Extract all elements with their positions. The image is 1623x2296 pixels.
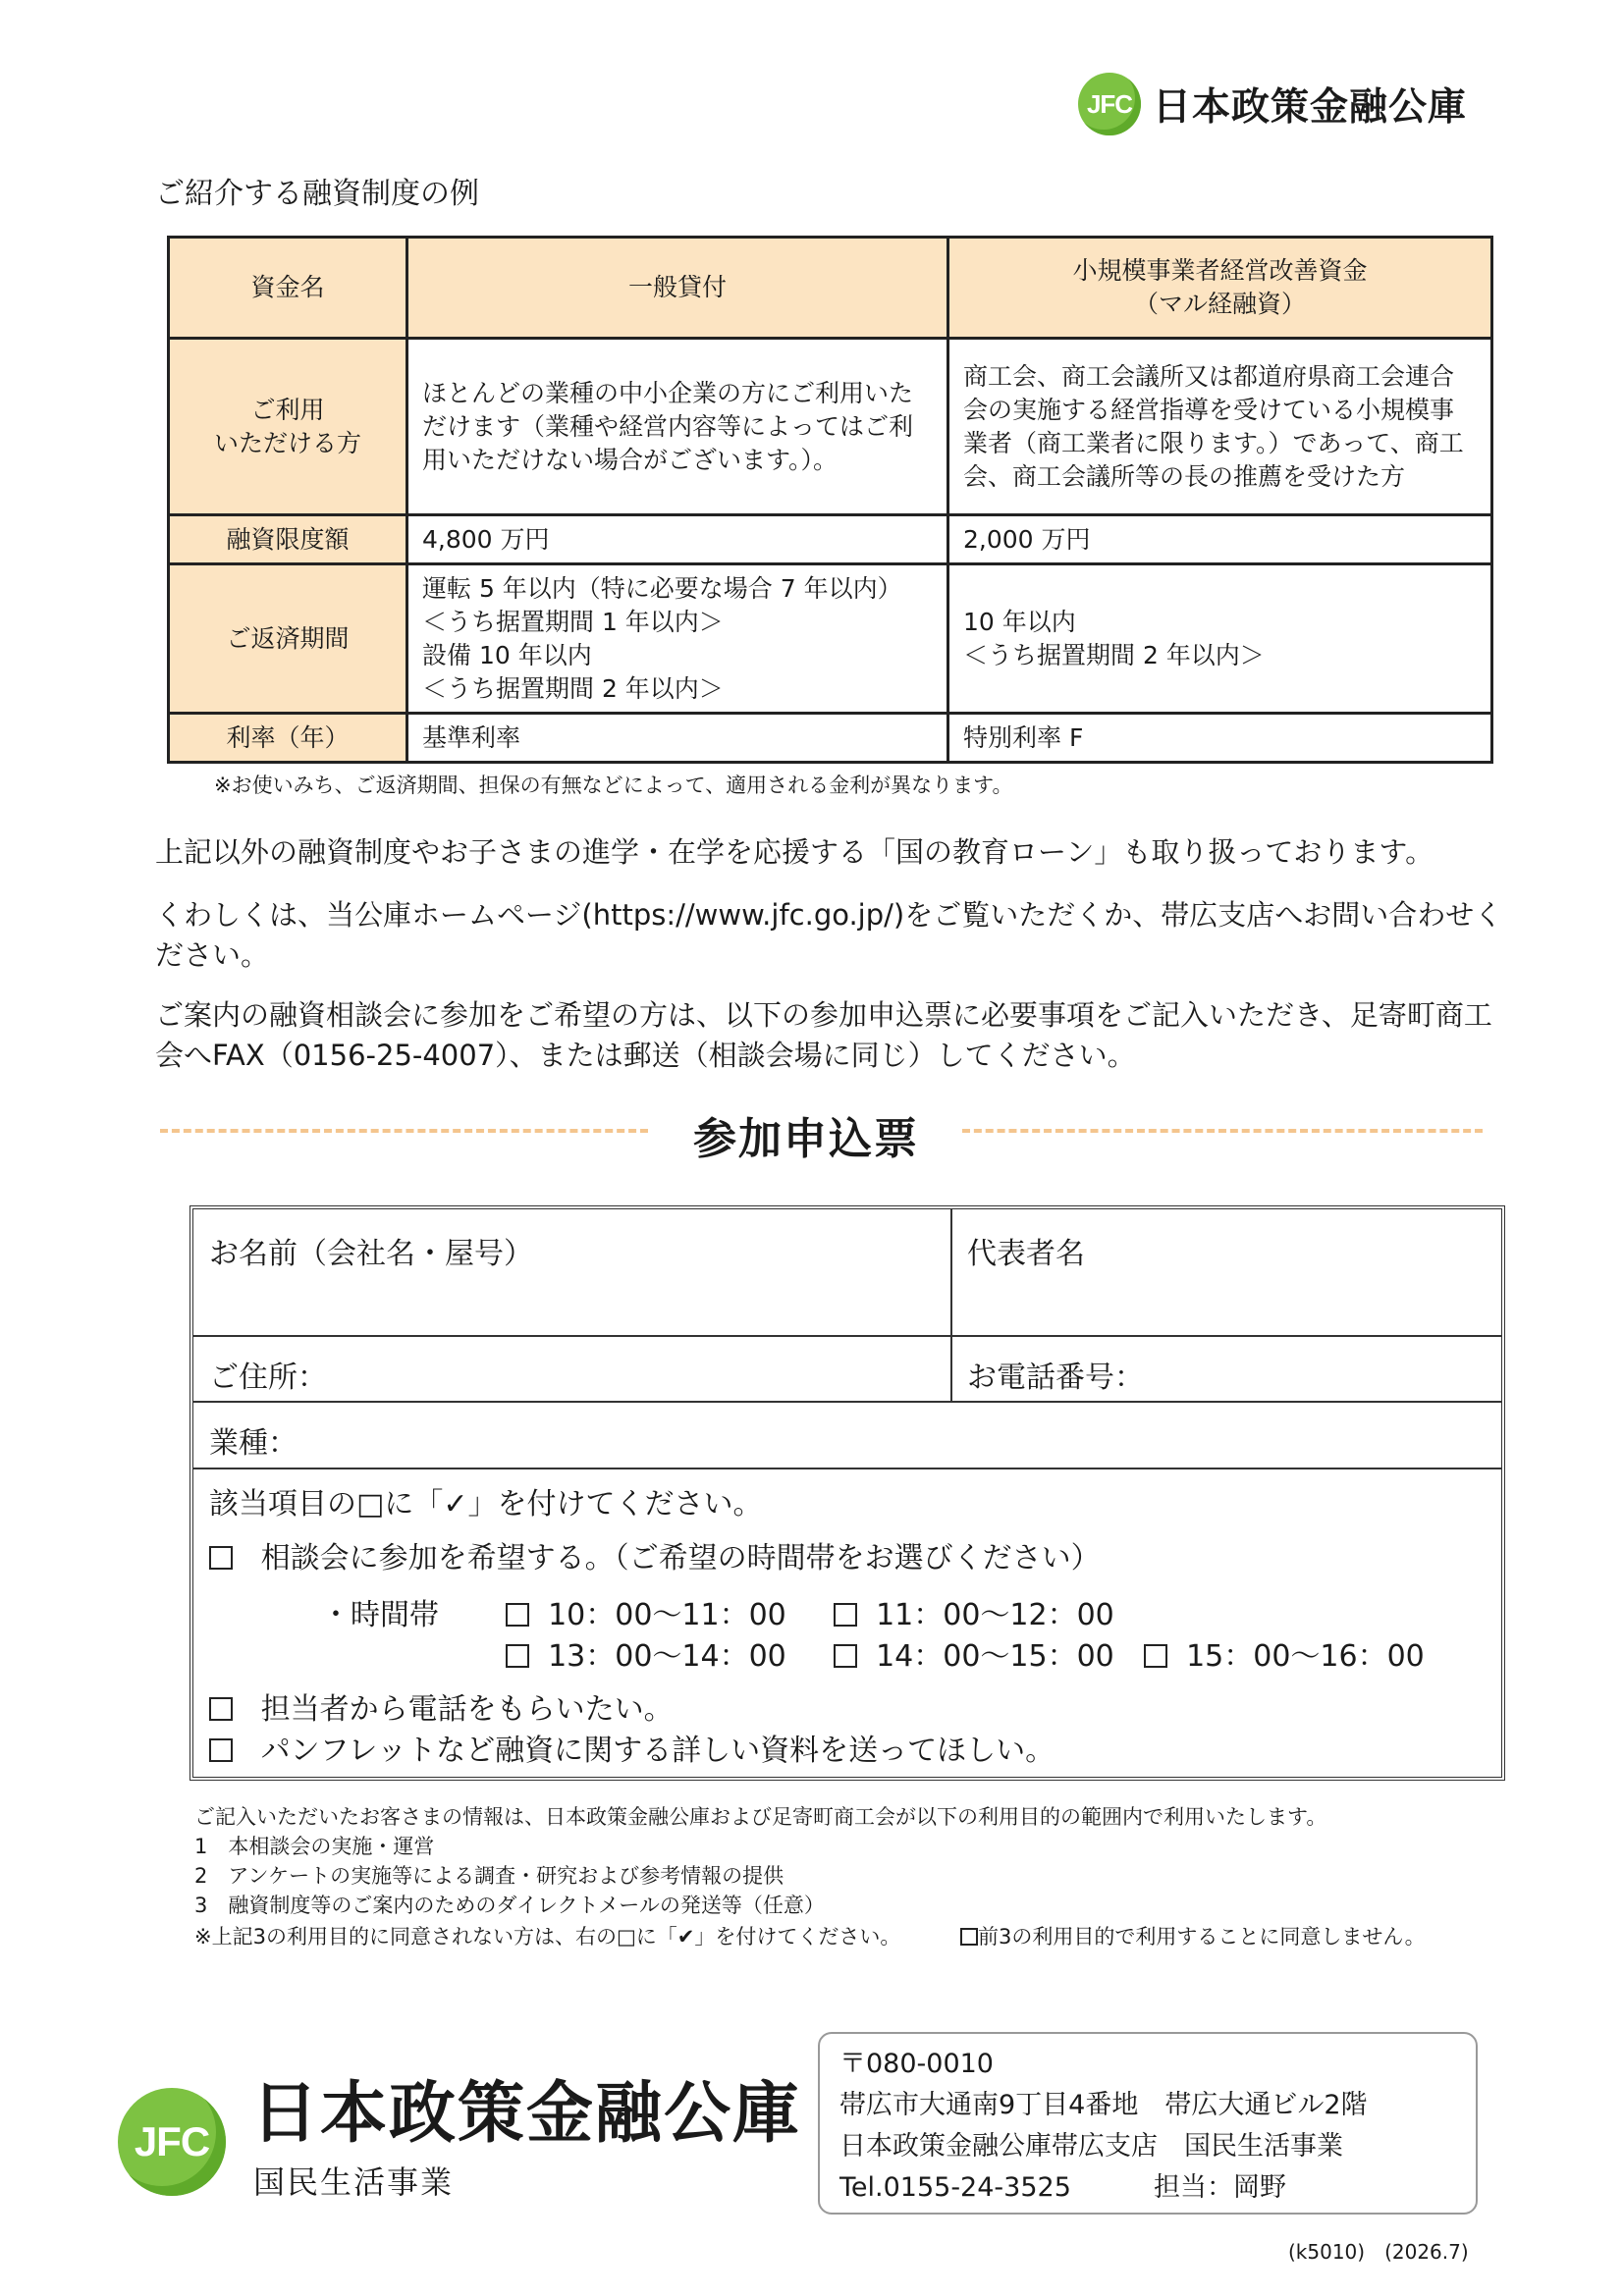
form-title: 参加申込票	[693, 1114, 919, 1164]
footer-logo-name: 日本政策金融公庫	[251, 2075, 802, 2153]
branch-name: 日本政策金融公庫帯広支店 国民生活事業	[839, 2130, 1343, 2162]
time-slot-option[interactable]	[834, 1631, 1114, 1675]
time-slot-option[interactable]	[506, 1631, 786, 1675]
postal-code: 〒080-0010	[839, 2049, 994, 2079]
loan-table-note: ※お使いみち、ご返済期間、担保の有無などによって、適用される金利が異なります。	[214, 774, 1013, 797]
checkbox[interactable]	[1144, 1644, 1167, 1668]
intro-heading: ご紹介する融資制度の例	[155, 177, 479, 211]
check-instruction: 該当項目の□に「✓」を付けてください。	[209, 1487, 763, 1522]
checkbox[interactable]	[834, 1603, 857, 1627]
privacy-item: 1 本相談会の実施・運営	[194, 1835, 435, 1858]
jfc-logo-icon: JFC	[118, 2088, 226, 2196]
representative-label: 代表者名	[967, 1237, 1085, 1271]
option-attend[interactable]	[209, 1533, 1101, 1576]
option-docs-label: パンフレットなど融資に関する詳しい資料を送ってほしい。	[260, 1734, 1055, 1768]
paragraph-education-loan: 上記以外の融資制度やお子さまの進学・在学を応援する「国の教育ローン」も取り扱っております。	[155, 835, 1434, 869]
time-slot-label: 10：00～11：00	[548, 1598, 786, 1632]
time-label: ・時間帯	[321, 1598, 439, 1632]
option-call[interactable]	[209, 1684, 674, 1728]
time-slot-option[interactable]	[506, 1590, 786, 1633]
address-box	[818, 2032, 1478, 2215]
consent-note: ※上記3の利用目的に同意されない方は、右の□に「✔」を付けてください。	[194, 1925, 901, 1949]
table-header: 小規模事業者経営改善資金 （マル経融資）	[948, 238, 1492, 339]
row-label: ご利用 いただける方	[169, 339, 407, 515]
footer-logo-sub: 国民生活事業	[253, 2163, 455, 2201]
table-cell: ほとんどの業種の中小企業の方にご利用いただけます（業種や経営内容等によってはご利用いただけない場合がございます。）。	[407, 339, 948, 515]
option-call-label: 担当者から電話をもらいたい。	[260, 1692, 674, 1727]
table-header: 資金名	[169, 238, 407, 339]
time-slot-option[interactable]	[834, 1590, 1114, 1633]
footer-logo	[118, 2075, 802, 2203]
branch-address: 帯広市大通南9丁目4番地 帯広大通ビル2階	[839, 2089, 1368, 2120]
divider-right	[962, 1129, 1483, 1133]
time-slot-label: 11：00～12：00	[876, 1598, 1114, 1632]
checkbox[interactable]	[209, 1738, 233, 1762]
table-header: 一般貸付	[407, 238, 948, 339]
time-slot-label: 13：00～14：00	[548, 1639, 786, 1674]
logo-name: 日本政策金融公庫	[1153, 85, 1468, 130]
table-cell: 商工会、商工会議所又は都道府県商工会連合会の実施する経営指導を受けている小規模事業者（商工業者に限ります。）であって、商工会、商工会議所等の長の推薦を受けた方	[948, 339, 1492, 515]
row-label: 利率（年）	[169, 714, 407, 763]
phone-label: お電話番号：	[967, 1361, 1144, 1395]
checkbox[interactable]	[834, 1644, 857, 1668]
table-cell: 10 年以内 ＜うち据置期間 2 年以内＞	[948, 564, 1492, 714]
table-cell: 2,000 万円	[948, 515, 1492, 564]
address-label: ご住所：	[209, 1361, 327, 1395]
name-field[interactable]	[209, 1268, 936, 1327]
checkbox[interactable]	[506, 1603, 529, 1627]
table-cell: 基準利率	[407, 714, 948, 763]
time-slot-option[interactable]	[1144, 1631, 1425, 1675]
consent-option[interactable]	[960, 1922, 1426, 1951]
checkbox[interactable]	[209, 1697, 233, 1721]
industry-label: 業種：	[209, 1426, 298, 1461]
time-slot-label: 15：00～16：00	[1186, 1639, 1425, 1674]
option-docs[interactable]	[209, 1726, 1055, 1769]
table-cell: 4,800 万円	[407, 515, 948, 564]
privacy-lead: ご記入いただいたお客さまの情報は、日本政策金融公庫および足寄町商工会が以下の利用目的の範囲内で利用いたします。	[194, 1805, 1327, 1829]
divider-left	[160, 1129, 648, 1133]
document-code: (k5010) (2026.7)	[1288, 2240, 1469, 2264]
representative-field[interactable]	[967, 1268, 1488, 1327]
branch-contact: 担当：岡野	[1154, 2171, 1286, 2203]
checkbox[interactable]	[506, 1644, 529, 1668]
option-attend-label: 相談会に参加を希望する。（ご希望の時間帯をお選びください）	[260, 1541, 1101, 1575]
jfc-logo-icon: JFC	[1078, 73, 1141, 135]
application-form	[189, 1205, 1505, 1781]
privacy-item: 3 融資制度等のご案内のためのダイレクトメールの発送等（任意）	[194, 1894, 825, 1917]
row-label: 融資限度額	[169, 515, 407, 564]
paragraph-homepage: くわしくは、当公庫ホームページ(https://www.jfc.go.jp/)をご覧いただくか、帯広支店へお問い合わせください。	[155, 898, 1503, 972]
privacy-item: 2 アンケートの実施等による調査・研究および参考情報の提供	[194, 1864, 784, 1888]
header-logo	[1078, 73, 1467, 135]
consent-option-label: 前3の利用目的で利用することに同意しません。	[978, 1925, 1426, 1949]
paragraph-application: ご案内の融資相談会に参加をご希望の方は、以下の参加申込票に必要事項をご記入いただき、足寄町商工会へFAX（0156-25-4007）、または郵送（相談会場に同じ）してください。	[155, 998, 1492, 1072]
time-slot-label: 14：00～15：00	[876, 1639, 1114, 1674]
loan-table	[167, 236, 1493, 764]
branch-tel: Tel.0155-24-3525	[839, 2171, 1071, 2203]
row-label: ご返済期間	[169, 564, 407, 714]
checkbox[interactable]	[209, 1546, 233, 1570]
checkbox[interactable]	[960, 1928, 978, 1946]
table-cell: 運転 5 年以内（特に必要な場合 7 年以内） ＜うち据置期間 1 年以内＞ 設備 10 年以内 ＜うち据置期間 2 年以内＞	[407, 564, 948, 714]
table-cell: 特別利率 F	[948, 714, 1492, 763]
name-label: お名前（会社名・屋号）	[209, 1237, 533, 1271]
